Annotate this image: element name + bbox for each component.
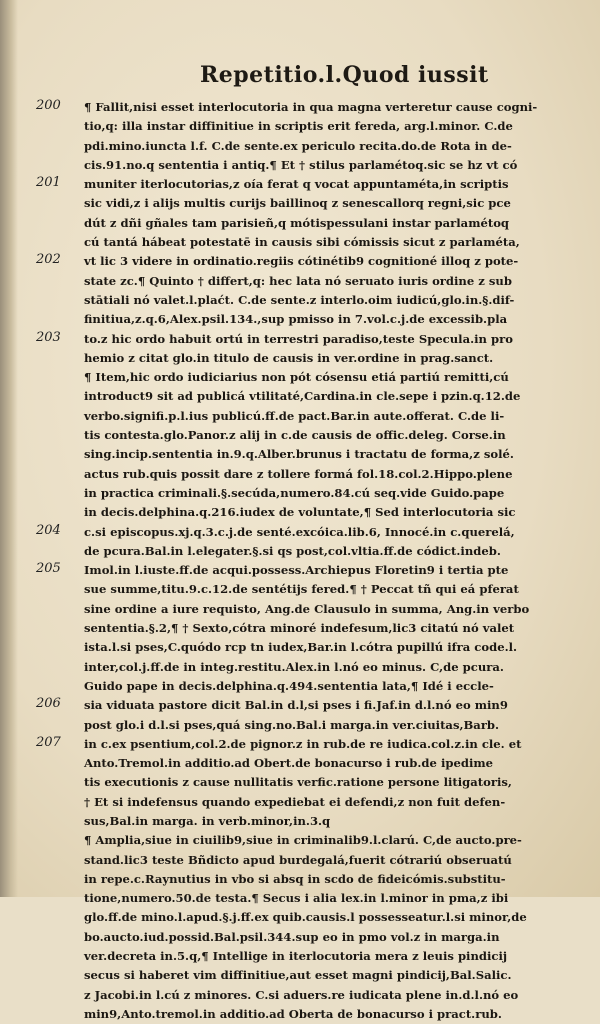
text-line: sia viduata pastore dicit Bal.in d.l,si pses i fi.Jaf.in d.l.nó eo min9 <box>84 698 508 713</box>
text-line: post glo.i d.l.si pses,quá sing.no.Bal.i marga.in ver.ciuitas,Barb. <box>84 717 500 732</box>
text-line: ¶ Amplia,siue in ciuilib9,siue in criminalib9.l.clarú. C,de aucto.pre- <box>84 833 522 848</box>
margin-number: 200 <box>36 98 61 113</box>
text-line: introduct9 sit ad publicá vtilitaté,Cardina.in cle.sepe i pzin.q.12.de <box>84 389 521 404</box>
margin-number: 207 <box>36 734 61 750</box>
text-line: in repe.c.Raynutius in vbo si absq in scdo de fideicómis.substitu- <box>84 871 506 886</box>
text-line: Anto.Tremol.in additio.ad Obert.de bonacurso i rub.de ipedime <box>84 756 493 771</box>
text-line: tis contesta.glo.Panor.z alij in c.de causis de offic.deleg. Corse.in <box>84 428 506 443</box>
text-line: glo.ff.de mino.l.apud.§.j.ff.ex quib.causis.l possesseatur.l.si minor,de <box>84 910 527 925</box>
running-header: Repetitio.l.Quod iussit <box>200 62 489 88</box>
margin-number: 206 <box>36 696 61 712</box>
text-line: sententia.§.2,¶ † Sexto,cótra minoré indefesum,lic3 citatú nó valet <box>84 621 515 636</box>
text-line: min9,Anto.tremol.in additio.ad Oberta de bonacurso i pract.rub. <box>84 1006 502 1021</box>
text-line: state zc.¶ Quinto † differt,q: hec lata nó seruato iuris ordine z sub <box>84 273 512 288</box>
text-line: tis executionis z cause nullitatis verfic.ratione persone litigatoris, <box>84 775 512 790</box>
text-line: pdi.mino.iuncta l.f. C.de sente.ex periculo recita.do.de Rota in de- <box>84 138 512 153</box>
text-line: sus,Bal.in marga. in verb.minor,in.3.q <box>84 813 331 828</box>
text-line: finitiua,z.q.6,Alex.psil.134.,sup pmisso in 7.vol.c.j.de excessib.pla <box>84 312 508 327</box>
text-line: hemio z citat glo.in titulo de causis in ver.ordine in prag.sanct. <box>84 350 494 365</box>
text-line: ver.decreta in.5.q,¶ Intellige in iterlocutoria mera z leuis pindicij <box>84 949 508 964</box>
text-line: secus si haberet vim diffinitiue,aut esset magni pindicij,Bal.Salic. <box>84 968 512 983</box>
text-line: cis.91.no.q sententia i antiq.¶ Et † stilus parlamétoq.sic se hz vt có <box>84 157 518 172</box>
margin-number: 202 <box>36 252 61 268</box>
text-line: Imol.in l.iuste.ff.de acqui.possess.Archiepus Floretin9 i tertia pte <box>84 563 509 578</box>
text-line: vt lic 3 videre in ordinatio.regiis cótinétib9 cognitioné illoq z pote- <box>84 254 519 269</box>
text-line: tio,q: illa instar diffinitiue in scriptis erit fereda, arg.l.minor. C.de <box>84 119 513 134</box>
text-line: sic vidi,z i alijs multis curijs baillinoq z senescallorq regni,sic pce <box>84 196 511 211</box>
text-line: muniter iterlocutorias,z oía ferat q vocat appuntaméta,in scriptis <box>84 177 509 192</box>
text-line: z Jacobi.in l.cú z minores. C.si aduers.re iudicata plene in.d.l.nó eo <box>84 987 519 1002</box>
text-line: to.z hic ordo habuit ortú in terrestri paradiso,teste Specula.in pro <box>84 331 513 346</box>
text-line: sine ordine a iure requisto, Ang.de Clausulo in summa, Ang.in verbo <box>84 601 530 616</box>
body-text <box>84 98 562 1024</box>
text-line: in decis.delphina.q.216.iudex de voluntate,¶ Sed interlocutoria sic <box>84 505 516 520</box>
binding-gutter <box>0 0 18 897</box>
text-line: c.si episcopus.xj.q.3.c.j.de senté.excóica.lib.6, Innocé.in c.querelá, <box>84 524 515 539</box>
text-line: Guido pape in decis.delphina.q.494.sententia lata,¶ Idé i eccle- <box>84 678 494 693</box>
text-line: inter,col.j.ff.de in integ.restitu.Alex.in l.nó eo minus. C,de pcura. <box>84 659 504 674</box>
margin-number: 204 <box>36 522 61 538</box>
text-line: dút z dñi gñales tam parisieñ,q mótispessulani instar parlamétoq <box>84 215 510 230</box>
text-line: actus rub.quis possit dare z tollere formá fol.18.col.2.Hippo.plene <box>84 466 513 481</box>
text-line: sue summe,titu.9.c.12.de sentétijs fered.¶ † Peccat tñ qui eá pferat <box>84 582 519 597</box>
margin-number: 203 <box>36 329 61 345</box>
text-line: verbo.signifi.p.l.ius publicú.ff.de pact.Bar.in aute.offerat. C.de li- <box>84 408 505 423</box>
text-line: ¶ Fallit,nisi esset interlocutoria in qua magna verteretur cause cogni- <box>84 100 538 114</box>
text-line: tione,numero.50.de testa.¶ Secus i alia lex.in l.minor in pma,z ibi <box>84 891 509 906</box>
text-line: sing.incip.sententia in.9.q.Alber.brunus i tractatu de forma,z solé. <box>84 447 514 462</box>
text-line: in practica criminali.§.secúda,numero.84.cú seq.vide Guido.pape <box>84 485 505 500</box>
text-line: stand.lic3 teste Bñdicto apud burdegalá,fuerit cótrariú obseruatú <box>84 852 512 867</box>
text-line: ¶ Item,hic ordo iudiciarius non pót cósensu etiá partiú remitti,cú <box>84 370 509 385</box>
text-line: † Et si indefensus quando expediebat ei defendi,z non fuit defen- <box>84 794 506 809</box>
text-line: cú tantá hábeat potestatē in causis sibi cómissis sicut z parlaméta, <box>84 235 520 250</box>
margin-number: 205 <box>36 561 61 577</box>
text-line: in c.ex psentium,col.2.de pignor.z in rub.de re iudica.col.z.in cle. et <box>84 736 522 751</box>
text-line: de pcura.Bal.in l.elegater.§.si qs post,col.vltia.ff.de códict.indeb. <box>84 543 501 558</box>
text-line: stātiali nó valet.l.plaćt. C.de sente.z interlo.oim iudicú,glo.in.§.dif- <box>84 292 515 307</box>
text-line: bo.aucto.iud.possid.Bal.psil.344.sup eo in pmo vol.z in marga.in <box>84 929 500 944</box>
text-line: ista.l.si pses,C.quódo rcp tn iudex,Bar.in l.cótra pupillú ifra code.l. <box>84 640 518 655</box>
margin-number: 201 <box>36 175 61 191</box>
